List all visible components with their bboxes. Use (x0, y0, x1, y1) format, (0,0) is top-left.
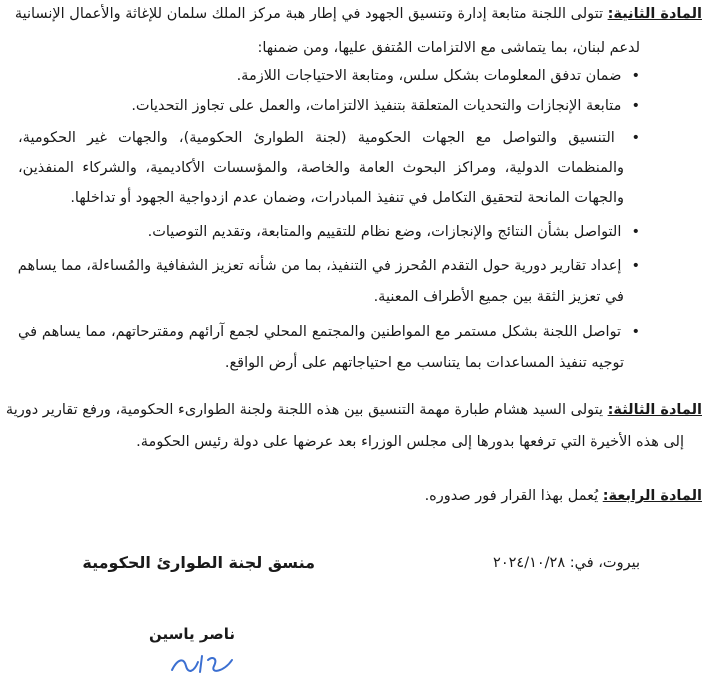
bullet-2 (18, 96, 640, 116)
bullet-4-text: التواصل بشأن النتائج والإنجازات، وضع نظام للتقييم والمتابعة، وتقديم التوصيات. (147, 224, 622, 240)
bullet-3-line2: والمنظمات الدولية، ومراكز البحوث العامة والخاصة، والمؤسسات الأكاديمية، والشركاء المنفذين، (18, 160, 624, 176)
bullet-5-line2: في تعزيز الثقة بين جميع الأطراف المعنية. (373, 289, 624, 305)
bullet-3-line3: والجهات المانحة لتحقيق التكامل في تنفيذ المبادرات، وضمان عدم ازدواجية الجهود أو تداخلها. (70, 190, 624, 206)
article2-line2: لدعم لبنان، بما يتماشى مع الالتزامات المُتفق عليها، ومن ضمنها: (257, 40, 640, 56)
signatory-title: منسق لجنة الطوارئ الحكومية (82, 553, 315, 572)
signature-scribble-icon (168, 652, 238, 675)
article3-line2: إلى هذه الأخيرة التي ترفعها بدورها إلى مجلس الوزراء بعد عرضها على دولة رئيس الحكومة. (136, 434, 684, 450)
bullet-4 (18, 222, 640, 242)
article3-label: المادة الثالثة: (607, 402, 702, 418)
bullet-6-text-1: تواصل اللجنة بشكل مستمر مع المواطنين والمجتمع المحلي لجمع آرائهم ومقترحاتهم، مما يساهم في (18, 324, 622, 340)
bullet-3-text-1: التنسيق والتواصل مع الجهات الحكومية (لجنة الطوارئ الحكومية)، والجهات غير الحكومية، (18, 130, 615, 146)
article2-line1 (14, 4, 702, 24)
bullet-dot-icon: • (631, 258, 640, 274)
bullet-5-text-1: إعداد تقارير دورية حول التقدم المُحرز في التنفيذ، بما من شأنه تعزيز الشفافية والمُساءلة، مما يساهم (17, 258, 622, 274)
article3-line1 (5, 400, 702, 420)
bullet-1 (18, 66, 640, 86)
bullet-5-line1 (18, 256, 640, 276)
bullet-6-line1 (18, 322, 640, 342)
bullet-dot-icon: • (631, 324, 640, 340)
article4-label: المادة الرابعة: (602, 488, 702, 504)
article2-text: تتولى اللجنة متابعة إدارة وتنسيق الجهود في إطار هبة مركز الملك سلمان للإغاثة والأعمال الإنسانية (14, 6, 608, 22)
bullet-2-text: متابعة الإنجازات والتحديات المتعلقة بتنفيذ الالتزامات، والعمل على تجاوز التحديات. (131, 98, 622, 114)
article3-text: يتولى السيد هشام طبارة مهمة التنسيق بين هذه اللجنة ولجنة الطوارىء الحكومية، ورفع تقارير دورية (5, 402, 608, 418)
article4-text: يُعمل بهذا القرار فور صدوره. (424, 488, 603, 504)
bullet-1-text: ضمان تدفق المعلومات بشكل سلس، ومتابعة الاحتياجات اللازمة. (236, 68, 622, 84)
bullet-dot-icon: • (631, 130, 640, 146)
bullet-6-line2: توجيه تنفيذ المساعدات بما يتناسب مع احتياجاتهم على أرض الواقع. (224, 355, 624, 371)
bullet-3-line1 (18, 128, 640, 148)
bullet-dot-icon: • (631, 98, 640, 114)
article2-label: المادة الثانية: (607, 6, 702, 22)
article4-line (18, 486, 702, 506)
bullet-dot-icon: • (631, 224, 640, 240)
bullet-dot-icon: • (631, 68, 640, 84)
signatory-name: ناصر ياسين (149, 625, 235, 643)
decision-date: بيروت، في: ٢٠٢٤/١٠/٢٨ (493, 555, 640, 571)
